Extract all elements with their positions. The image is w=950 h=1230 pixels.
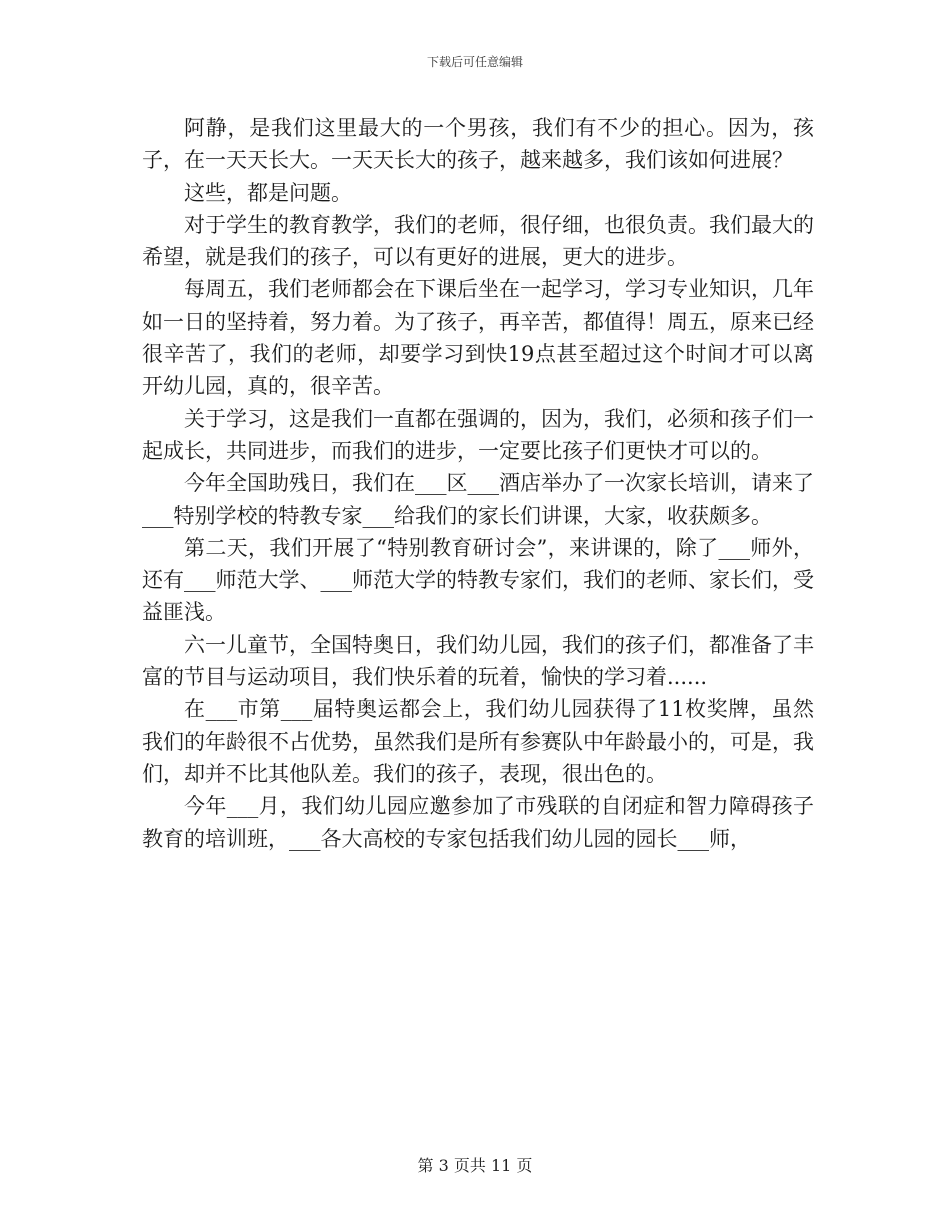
paragraph: 这些，都是问题。 (184, 180, 352, 205)
paragraph: 今年全国助残日，我们在___区___酒店举办了一次家长培训，请来了___特别学校的特教专家___给我们的家长们讲课，大家，收获颇多。 (142, 471, 814, 528)
paragraph: 阿静，是我们这里最大的一个男孩，我们有不少的担心。因为，孩子，在一天天长大。一天天长大的孩子，越来越多，我们该如何进展？ (142, 116, 814, 173)
paragraph: 每周五，我们老师都会在下课后坐在一起学习，学习专业知识，几年如一日的坚持着，努力着。为了孩子，再辛苦，都值得！周五，原来已经很辛苦了，我们的老师，却要学习到快19点甚至超过这个时间才可以离开幼儿园，真的，很辛苦。 (142, 277, 814, 399)
paragraph: 六一儿童节，全国特奥日，我们幼儿园，我们的孩子们，都准备了丰富的节目与运动项目，我们快乐着的玩着，愉快的学习着...... (142, 632, 814, 690)
paragraph: 在___市第___届特奥运都会上，我们幼儿园获得了11枚奖牌，虽然我们的年龄很不占优势，虽然我们是所有参赛队中年龄最小的，可是，我们，却并不比其他队差。我们的孩子，表现，很出色的。 (142, 697, 814, 786)
paragraph: 今年___月，我们幼儿园应邀参加了市残联的自闭症和智力障碍孩子教育的培训班，___各大高校的专家包括我们幼儿园的园长___师， (142, 794, 814, 851)
paragraph: 第二天，我们开展了“特别教育研讨会”，来讲课的，除了___师外，还有___师范大学、___师范大学的特教专家们，我们的老师、家长们，受益匪浅。 (142, 535, 814, 625)
page-footer: 第 3 页共 11 页 (417, 1156, 533, 1175)
paragraph: 对于学生的教育教学，我们的老师，很仔细，也很负责。我们最大的希望，就是我们的孩子，可以有更好的进展，更大的进步。 (142, 212, 814, 270)
document-body (142, 112, 814, 855)
paragraph: 关于学习，这是我们一直都在强调的，因为，我们，必须和孩子们一起成长，共同进步，而我们的进步，一定要比孩子们更快才可以的。 (142, 406, 814, 463)
page-header: 下载后可任意编辑 (426, 55, 523, 69)
